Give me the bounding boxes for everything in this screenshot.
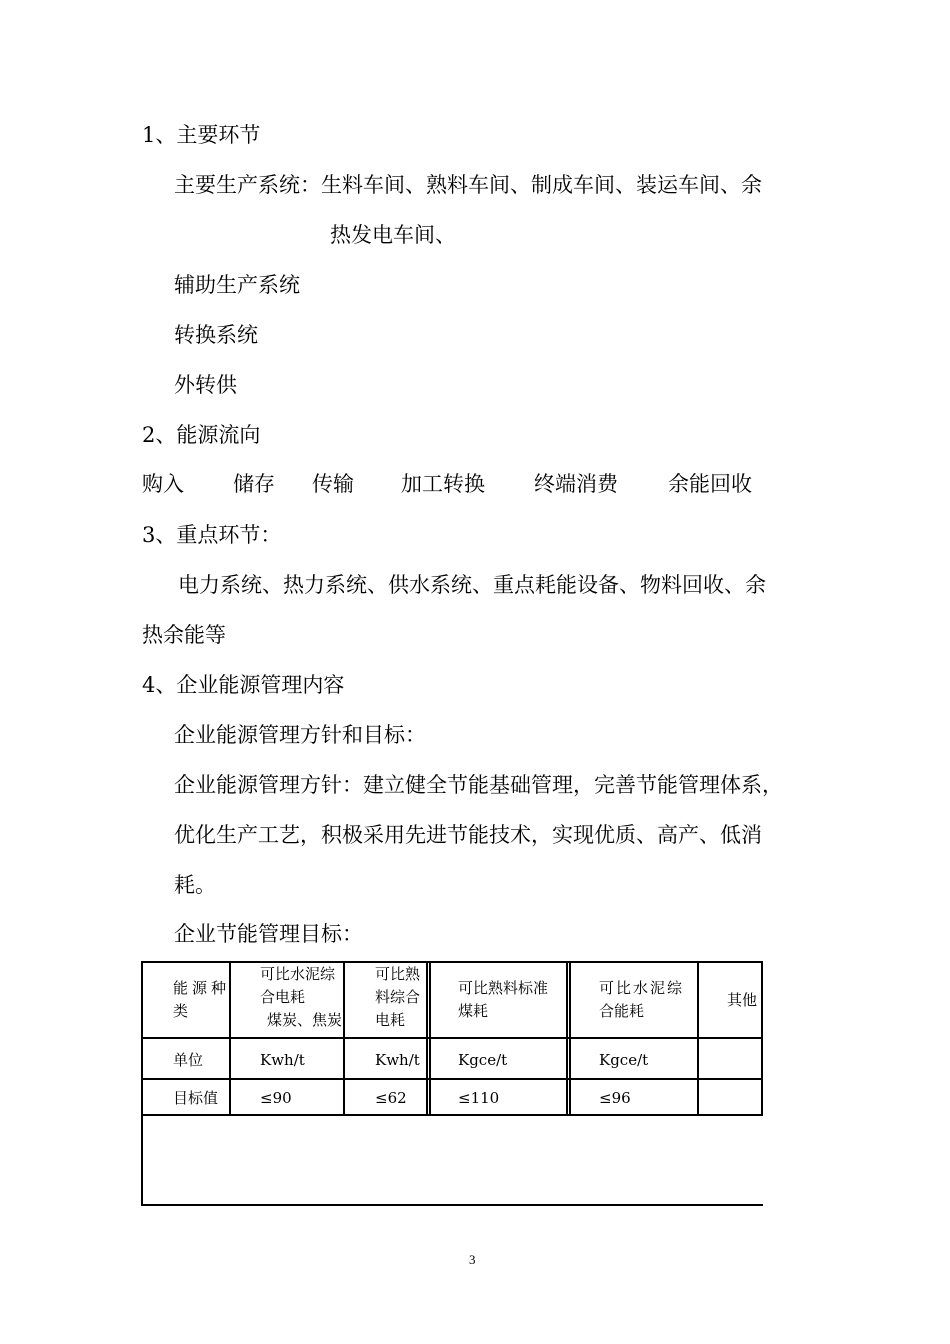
conversion-system: 转换系统: [174, 323, 258, 347]
page-number: 3: [469, 1252, 476, 1267]
energy-target-table: [141, 961, 763, 1206]
key-links-line1: 电力系统、热力系统、供水系统、重点耗能设备、物料回收、余: [178, 573, 766, 597]
header-col4-line1: 可比水泥综: [599, 979, 685, 997]
target-col3: ≤110: [458, 1089, 500, 1107]
unit-col3: Kgce/t: [458, 1051, 508, 1069]
flow-item-purchase: 购入: [142, 472, 184, 496]
policy-line2: 优化生产工艺，积极采用先进节能技术，实现优质、高产、低消: [174, 823, 762, 847]
target-col1: ≤90: [260, 1089, 292, 1107]
flow-item-waste-recovery: 余能回收: [668, 472, 752, 496]
header-energy-type-line2: 类: [173, 1002, 189, 1020]
policy-line3: 耗。: [174, 873, 216, 897]
header-col2-line2: 料综合: [375, 988, 421, 1006]
section-3-heading: 3、重点环节：: [142, 523, 282, 547]
target-heading: 企业节能管理目标：: [174, 922, 363, 946]
external-supply: 外转供: [174, 373, 237, 397]
section-1-heading: 1、主要环节: [142, 123, 261, 147]
header-other: 其他: [727, 991, 758, 1009]
policy-goal-heading: 企业能源管理方针和目标：: [174, 723, 426, 747]
main-production-systems-line1: 主要生产系统：生料车间、熟料车间、制成车间、装运车间、余: [174, 173, 762, 197]
header-col3-line1: 可比熟料标准: [458, 979, 549, 997]
target-col2: ≤62: [375, 1089, 407, 1107]
flow-item-end-use: 终端消费: [534, 472, 618, 496]
flow-item-processing: 加工转换: [401, 472, 485, 496]
header-col1-line2: 合电耗: [260, 988, 306, 1006]
header-col2-line1: 可比熟: [375, 965, 421, 983]
section-2-heading: 2、能源流向: [142, 423, 261, 447]
target-row-label: 目标值: [173, 1089, 219, 1107]
unit-row-label: 单位: [173, 1051, 204, 1069]
unit-col2: Kwh/t: [375, 1051, 420, 1069]
flow-item-transmission: 传输: [312, 472, 354, 496]
header-col3-line2: 煤耗: [458, 1002, 489, 1020]
unit-col1: Kwh/t: [260, 1051, 305, 1069]
header-col2-line3: 电耗: [375, 1011, 406, 1029]
header-col1-line3: 煤炭、焦炭: [266, 1011, 342, 1029]
policy-line1: 企业能源管理方针：建立健全节能基础管理，完善节能管理体系，: [174, 773, 783, 797]
header-col1-line1: 可比水泥综: [260, 965, 336, 983]
section-4-heading: 4、企业能源管理内容: [142, 673, 345, 697]
flow-item-storage: 储存: [233, 472, 275, 496]
target-col4: ≤96: [599, 1089, 631, 1107]
header-energy-type-line1: 能源种: [173, 979, 231, 997]
header-col4-line2: 合能耗: [599, 1002, 645, 1020]
unit-col4: Kgce/t: [599, 1051, 649, 1069]
auxiliary-production-system: 辅助生产系统: [174, 273, 300, 297]
main-production-systems-line2: 热发电车间、: [330, 223, 456, 247]
key-links-line2: 热余能等: [142, 623, 226, 647]
